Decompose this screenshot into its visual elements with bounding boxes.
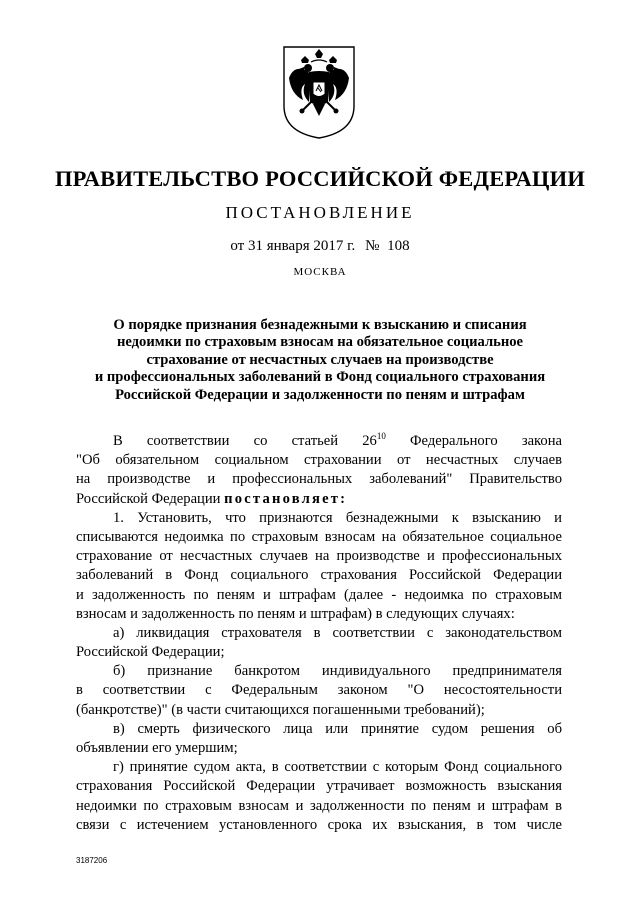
document-kind: ПОСТАНОВЛЕНИЕ [225, 203, 415, 222]
document-title [60, 317, 580, 404]
document-code: 3187206 [76, 856, 108, 865]
preamble-line: "Об обязательном социальном страховании от несчастных случаев [76, 452, 562, 469]
clause-line: 1. Установить, что признаются безнадежными к взысканию и [113, 509, 562, 526]
title-line: недоимки по страховым взносам на обязательное социальное [116, 334, 524, 351]
number-sign: № [365, 238, 380, 254]
item-a-line: Российской Федерации; [76, 644, 225, 661]
preamble-line [76, 432, 562, 451]
title-line: О порядке признания безнадежными к взысканию и списания [113, 317, 527, 333]
clause-line: заболеваний в Фонд социального страхования Российской Федерации [76, 567, 562, 584]
document-body [76, 432, 562, 835]
item-g-line: недоимки по страховым взносам и задолженности по пеням и штрафам в [76, 797, 562, 814]
clause-line: взносам и задолженность по пеням и штрафам) в следующих случаях: [76, 605, 515, 622]
document-number: 108 [387, 238, 410, 254]
resolves-word: постановляет: [224, 490, 348, 507]
title-line: и профессиональных заболеваний в Фонд социального страхования [94, 369, 546, 386]
date-number-line [0, 238, 640, 255]
item-v-line: в) смерть физического лица или принятие судом решения об [113, 720, 562, 737]
city-label: МОСКВА [293, 266, 347, 278]
item-g-line: связи с истечением установленного срока их взыскания, в том числе [76, 816, 562, 833]
item-v-line: объявлении его умершим; [76, 740, 238, 756]
article-superscript: 10 [376, 431, 386, 442]
title-line: страхование от несчастных случаев на производстве [146, 351, 494, 368]
preamble-line [76, 490, 562, 509]
preamble-line: на производстве и профессиональных заболеваний" Правительство [76, 471, 562, 488]
item-b-line: в соответствии с Федеральным законом "О несостоятельности [76, 682, 562, 699]
item-b-line: (банкротстве)" (в части считающихся погашенными требований); [76, 701, 485, 718]
document-date: от 31 января 2017 г. [230, 238, 356, 254]
item-b-line: б) признание банкротом индивидуального предпринимателя [113, 663, 562, 680]
preamble-text: Федерального закона [385, 433, 562, 449]
item-g-line: страхования Российской Федерации утрачивает возможность взыскания [76, 778, 562, 795]
clause-line: списываются недоимка по страховым взносам на обязательное социальное [76, 528, 562, 545]
preamble-text: Российской Федерации [76, 490, 225, 507]
title-line: Российской Федерации и задолженности по пеням и штрафам [115, 386, 525, 403]
government-heading: ПРАВИТЕЛЬСТВО РОССИЙСКОЙ ФЕДЕРАЦИИ [54, 166, 586, 191]
clause-line: и задолженность по пеням и штрафам (далее - недоимка по страховым [76, 586, 562, 603]
item-a-line: а) ликвидация страхователя в соответствии с законодательством [113, 624, 562, 641]
clause-line: страхование от несчастных случаев на производстве и профессиональных [76, 548, 562, 565]
item-g-line: г) принятие судом акта, в соответствии с которым Фонд социального [113, 759, 562, 776]
coat-of-arms-emblem [281, 44, 357, 140]
preamble-text: В соответствии со статьей 26 [113, 433, 377, 449]
